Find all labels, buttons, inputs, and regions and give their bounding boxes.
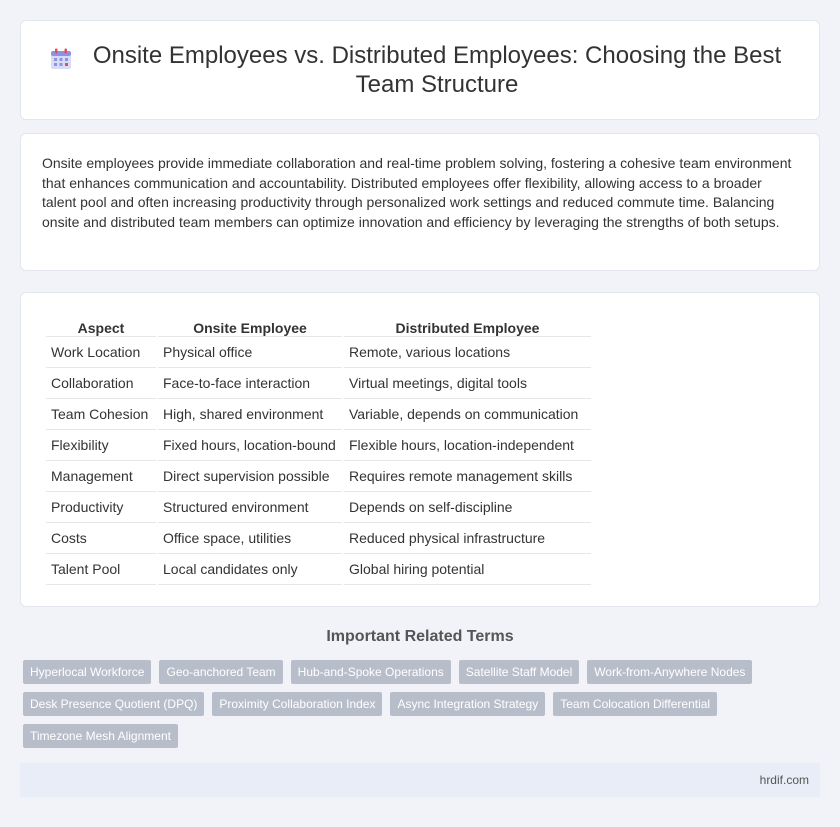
footer-site-link[interactable]: hrdif.com [759, 773, 809, 787]
related-term-tag[interactable]: Async Integration Strategy [390, 692, 545, 716]
cell-onsite: Local candidates only [158, 554, 342, 585]
header-distributed: Distributed Employee [344, 310, 591, 337]
related-term-tag[interactable]: Satellite Staff Model [459, 660, 580, 684]
title-card [20, 20, 820, 120]
cell-onsite: Direct supervision possible [158, 461, 342, 492]
related-terms-list [23, 660, 803, 756]
cell-distributed: Remote, various locations [344, 337, 591, 368]
comparison-card [20, 292, 820, 607]
table-row [46, 399, 591, 430]
table-row [46, 523, 591, 554]
calendar-icon [50, 48, 72, 70]
cell-aspect: Productivity [46, 492, 156, 523]
cell-onsite: Face-to-face interaction [158, 368, 342, 399]
cell-onsite: Fixed hours, location-bound [158, 430, 342, 461]
footer [20, 763, 820, 797]
cell-distributed: Global hiring potential [344, 554, 591, 585]
cell-onsite: High, shared environment [158, 399, 342, 430]
cell-distributed: Requires remote management skills [344, 461, 591, 492]
page-title: Onsite Employees vs. Distributed Employees: Choosing the Best Team Structure [92, 42, 782, 98]
cell-aspect: Talent Pool [46, 554, 156, 585]
related-term-tag[interactable]: Geo-anchored Team [159, 660, 282, 684]
related-term-tag[interactable]: Team Colocation Differential [553, 692, 717, 716]
cell-distributed: Flexible hours, location-independent [344, 430, 591, 461]
header-onsite: Onsite Employee [158, 310, 342, 337]
header-aspect: Aspect [46, 310, 156, 337]
related-term-tag[interactable]: Hub-and-Spoke Operations [291, 660, 451, 684]
cell-distributed: Reduced physical infrastructure [344, 523, 591, 554]
intro-paragraph: Onsite employees provide immediate collaboration and real-time problem solving, fostering a cohesive team environment that enhances communication and accountability. Distributed employees offer flexibility, allowing access to a broader talent pool and often increasing productivity through personalized work settings and reduced commute time. Balancing onsite and distributed team members can optimize innovation and efficiency by leveraging the strengths of both setups. [42, 155, 792, 230]
related-term-tag[interactable]: Timezone Mesh Alignment [23, 724, 178, 748]
cell-aspect: Management [46, 461, 156, 492]
cell-aspect: Costs [46, 523, 156, 554]
related-term-tag[interactable]: Proximity Collaboration Index [212, 692, 382, 716]
comparison-table [44, 310, 593, 585]
table-header-row [46, 310, 591, 337]
cell-onsite: Physical office [158, 337, 342, 368]
cell-distributed: Depends on self-discipline [344, 492, 591, 523]
cell-onsite: Office space, utilities [158, 523, 342, 554]
table-row [46, 492, 591, 523]
related-term-tag[interactable]: Desk Presence Quotient (DPQ) [23, 692, 204, 716]
table-row [46, 461, 591, 492]
cell-aspect: Team Cohesion [46, 399, 156, 430]
cell-aspect: Flexibility [46, 430, 156, 461]
intro-card [20, 133, 820, 271]
cell-distributed: Virtual meetings, digital tools [344, 368, 591, 399]
cell-onsite: Structured environment [158, 492, 342, 523]
cell-aspect: Collaboration [46, 368, 156, 399]
table-row [46, 430, 591, 461]
cell-distributed: Variable, depends on communication [344, 399, 591, 430]
related-terms-title: Important Related Terms [326, 628, 514, 645]
title-wrap [50, 41, 790, 99]
related-term-tag[interactable]: Hyperlocal Workforce [23, 660, 151, 684]
table-row [46, 337, 591, 368]
table-row [46, 368, 591, 399]
table-row [46, 554, 591, 585]
cell-aspect: Work Location [46, 337, 156, 368]
related-term-tag[interactable]: Work-from-Anywhere Nodes [587, 660, 752, 684]
